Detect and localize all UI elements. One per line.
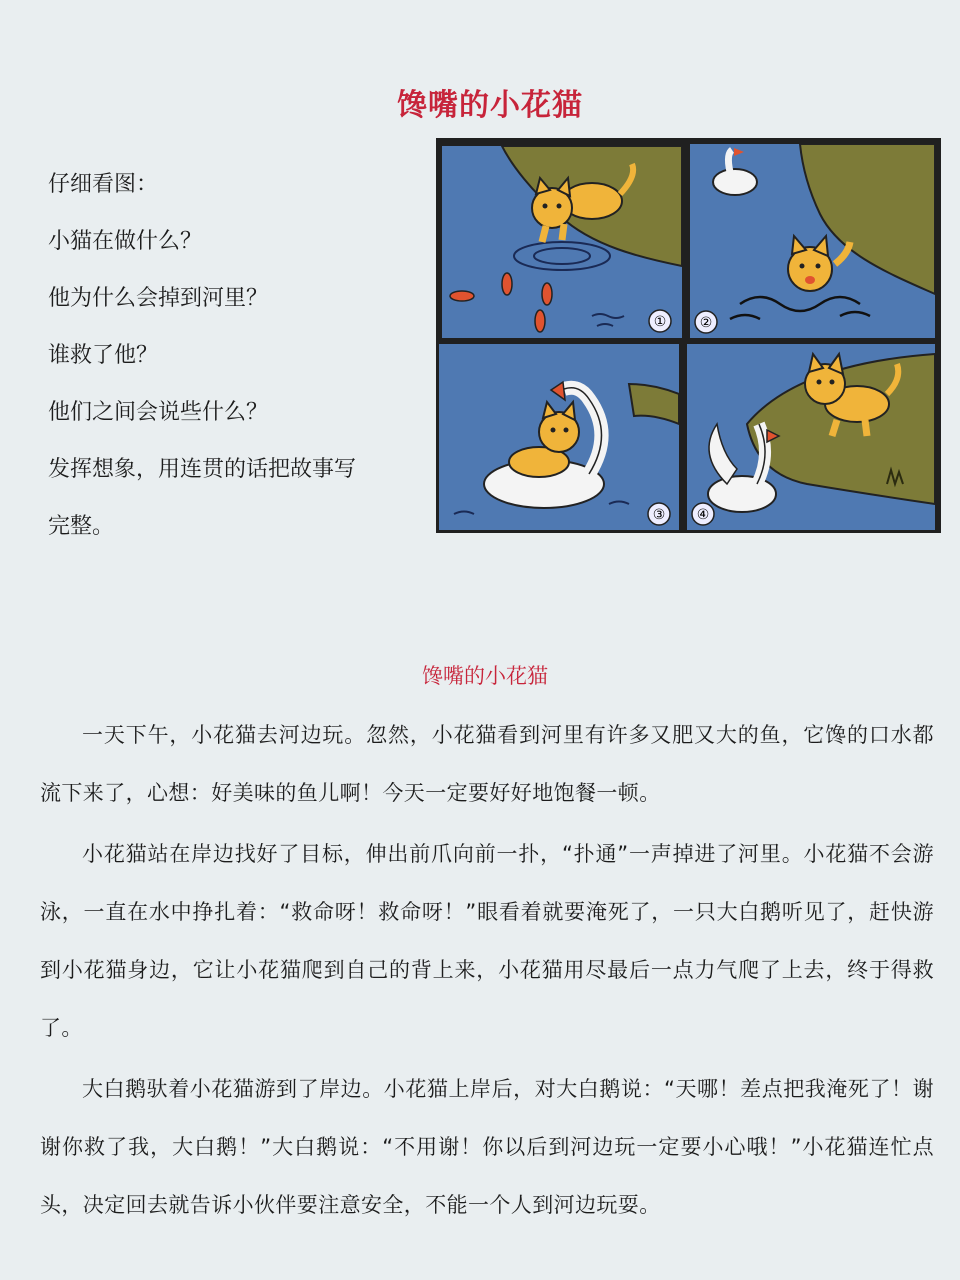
page-title: 馋嘴的小花猫 bbox=[397, 88, 583, 123]
prompt-line: 他们之间会说些什么？ bbox=[48, 400, 269, 425]
comic-panel-2 bbox=[690, 144, 935, 338]
panel-number: ③ bbox=[652, 507, 666, 523]
story-paragraph: 大白鹅驮着小花猫游到了岸边。小花猫上岸后，对大白鹅说：“天哪！差点把我淹死了！谢谢你救了我，大白鹅！”大白鹅说：“不用谢！你以后到河边玩一定要小心哦！”小花猫连忙点头，决定回去就告诉小伙伴要注意安全，不能一个人到河边玩耍。 bbox=[40, 1077, 934, 1217]
panel-number: ② bbox=[699, 315, 713, 331]
prompt-line: 小猫在做什么？ bbox=[48, 229, 203, 254]
panel-number: ④ bbox=[696, 507, 710, 523]
cat-watching-fish-illustration bbox=[442, 146, 682, 338]
prompt-line: 发挥想象，用连贯的话把故事写 bbox=[48, 457, 357, 482]
story-paragraph: 小花猫站在岸边找好了目标，伸出前爪向前一扑，“扑通”一声掉进了河里。小花猫不会游泳，一直在水中挣扎着：“救命呀！救命呀！”眼看着就要淹死了，一只大白鹅听见了，赶快游到小花猫身边，它让小花猫爬到自己的背上来，小花猫用尽最后一点力气爬了上去，终于得救了。 bbox=[40, 842, 934, 1040]
prompt-line: 仔细看图： bbox=[48, 172, 159, 197]
prompt-line: 他为什么会掉到河里？ bbox=[48, 286, 269, 311]
goose-rescue-illustration bbox=[439, 344, 679, 530]
story-paragraph: 一天下午，小花猫去河边玩。忽然，小花猫看到河里有许多又肥又大的鱼，它馋的口水都流下来了，心想：好美味的鱼儿啊！今天一定要好好地饱餐一顿。 bbox=[40, 723, 934, 805]
cat-thanks-goose-illustration bbox=[687, 344, 935, 530]
prompt-line: 完整。 bbox=[48, 514, 115, 539]
comic-panels bbox=[436, 138, 941, 533]
story-body bbox=[40, 706, 934, 1234]
comic-panel-1 bbox=[442, 146, 682, 338]
prompt-list bbox=[48, 156, 418, 555]
story-title: 馋嘴的小花猫 bbox=[422, 664, 548, 688]
cat-in-water-illustration bbox=[690, 144, 935, 338]
comic-panel-4 bbox=[687, 344, 935, 530]
comic-panel-3 bbox=[439, 344, 679, 530]
prompt-line: 谁救了他？ bbox=[48, 343, 159, 368]
panel-number: ① bbox=[653, 314, 667, 330]
